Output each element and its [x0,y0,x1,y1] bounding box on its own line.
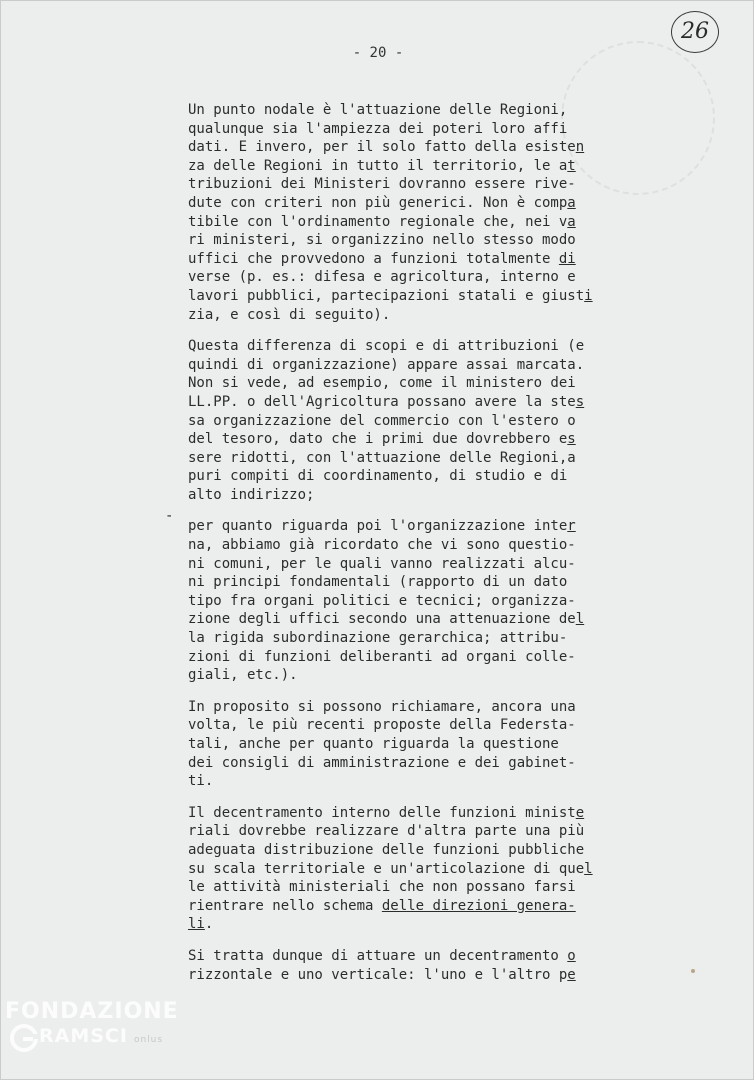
text-segment: per quanto riguarda poi l'organizzazione inte [188,518,568,535]
text-segment: Non si vede, ad esempio, come il ministero dei [188,375,576,392]
text-segment: sa organizzazione del commercio con l'estero o [188,412,576,429]
text-segment: Questa differenza di scopi e di attribuzioni (e [188,338,585,355]
text-line [188,804,648,823]
text-segment: qualunque sia l'ampiezza dei poteri loro affi [188,120,568,137]
text-segment: LL.PP. o dell'Agricoltura possano avere la ste [188,393,576,410]
text-line [188,517,648,536]
underlined-text: l [584,860,593,877]
underlined-text: di [558,250,576,267]
text-line [188,101,648,120]
paragraph [188,101,648,324]
text-line [188,231,648,250]
underlined-text: s [575,393,585,410]
text-line [188,822,648,841]
text-line [188,772,648,791]
underlined-text: i [584,287,593,304]
text-segment: dute con criteri non più generici. Non è comp [188,194,568,211]
text-segment: Un punto nodale è l'attuazione delle Regioni, [188,102,568,118]
text-line [188,555,648,574]
text-line [188,666,648,685]
text-segment: Si tratta dunque di attuare un decentramento [188,947,568,964]
text-segment: ni principi fondamentali (rapporto di un dato [188,574,568,591]
underlined-text: a [567,194,576,211]
watermark-line-2: RAMSCI [39,1025,128,1047]
text-line [188,947,648,966]
text-segment: la rigida subordinazione gerarchica; attribu- [188,630,568,647]
text-line [188,449,648,468]
list-dash-marker: - [165,508,174,524]
paragraph [188,517,648,684]
text-segment: quindi di organizzazione) appare assai marcata. [188,356,585,373]
text-line [188,194,648,213]
page-number: - 20 - [352,45,404,61]
text-segment: zione degli uffici secondo una attenuazione de [188,611,576,628]
underlined-text: a [567,213,576,230]
paragraph [188,337,648,504]
text-segment: puri compiti di coordinamento, di studio e di [188,468,568,485]
text-line [188,841,648,860]
text-line [188,698,648,717]
underlined-text: r [567,518,576,535]
text-segment: verse (p. es.: difesa e agricoltura, interno e [188,269,576,286]
text-segment: su scala territoriale e un'articolazione di que [188,860,585,877]
text-line [188,536,648,555]
text-line [188,412,648,431]
text-segment: ri ministeri, si organizzino nello stesso modo [188,232,576,249]
text-segment: tibile con l'ordinamento regionale che, nei v [188,213,568,230]
underlined-text: l [575,611,585,628]
text-segment: ni comuni, per le quali vanno realizzati alcu- [188,555,576,572]
text-line [188,467,648,486]
text-line [188,486,648,505]
text-line [188,754,648,773]
underlined-text: e [575,804,585,821]
text-line [188,592,648,611]
text-line [188,120,648,139]
text-segment: rientrare nello schema [188,897,382,914]
text-segment: alto indirizzo; [188,486,315,503]
text-segment: tribuzioni dei Ministeri dovranno essere rive- [188,176,576,193]
text-line [188,287,648,306]
text-segment: na, abbiamo già ricordato che vi sono questio- [188,537,576,554]
text-segment: giali, etc.). [188,667,298,684]
underlined-text: delle direzioni genera- [381,897,576,914]
text-segment: Il decentramento interno delle funzioni minist [188,804,576,821]
underlined-text: n [575,139,585,156]
text-segment: In proposito si possono richiamare, ancora una [188,698,576,715]
archive-number-circle: 26 [671,11,719,53]
underlined-text: t [567,157,576,174]
text-line [188,648,648,667]
text-line [188,306,648,325]
text-segment: lavori pubblici, partecipazioni statali e giust [188,287,585,304]
text-line [188,356,648,375]
text-line [188,175,648,194]
text-line [188,716,648,735]
text-segment: dei consigli di amministrazione e dei gabinet- [188,754,576,771]
text-segment: sere ridotti, con l'attuazione delle Regioni,a [188,449,576,466]
text-segment: za delle Regioni in tutto il territorio, le a [188,157,568,174]
text-segment: tali, anche per quanto riguarda la questione [188,736,559,752]
text-line [188,860,648,879]
text-line [188,250,648,269]
text-line [188,374,648,393]
text-segment: del tesoro, dato che i primi due dovrebbero e [188,431,568,448]
text-segment: zia, e così di seguito). [188,306,391,323]
text-segment: rizzontale e uno verticale: l'uno e l'altro p [188,966,568,983]
text-line [188,430,648,449]
text-line [188,573,648,592]
underlined-text: li [188,916,205,933]
text-segment: uffici che provvedono a funzioni totalmente [188,250,559,267]
fondazione-gramsci-watermark [5,999,179,1051]
text-segment: tipo fra organi politici e tecnici; organizza- [188,592,576,609]
text-line [188,915,648,934]
text-line [188,268,648,287]
paragraph [188,804,648,934]
document-body [188,101,648,997]
text-line [188,629,648,648]
text-line [188,393,648,412]
paper-spot [691,969,695,973]
paragraph [188,947,648,984]
text-line [188,610,648,629]
text-line [188,157,648,176]
text-segment: zioni di funzioni deliberanti ad organi colle- [188,648,576,665]
underlined-text: o [567,947,576,964]
text-segment: ti. [188,773,214,790]
watermark-line-1: FONDAZIONE [5,999,179,1024]
text-line [188,138,648,157]
text-segment: volta, le più recenti proposte della Federsta- [188,717,576,734]
text-line [188,735,648,754]
text-line [188,337,648,356]
text-segment: le attività ministeriali che non possano farsi [188,879,576,896]
watermark-small-text: onlus [133,1035,164,1045]
gramsci-logo-icon [9,1023,39,1053]
underlined-text: e [567,966,576,983]
text-segment: dati. E invero, per il solo fatto della esiste [188,139,576,156]
watermark-line-2-wrap [5,1025,179,1051]
underlined-text: s [567,431,576,448]
text-segment: riali dovrebbe realizzare d'altra parte una più [188,823,585,840]
paragraph [188,698,648,791]
text-line [188,213,648,232]
text-segment: . [204,916,214,933]
text-line [188,897,648,916]
text-segment: adeguata distribuzione delle funzioni pubbliche [188,841,585,858]
text-line [188,878,648,897]
text-line [188,966,648,985]
